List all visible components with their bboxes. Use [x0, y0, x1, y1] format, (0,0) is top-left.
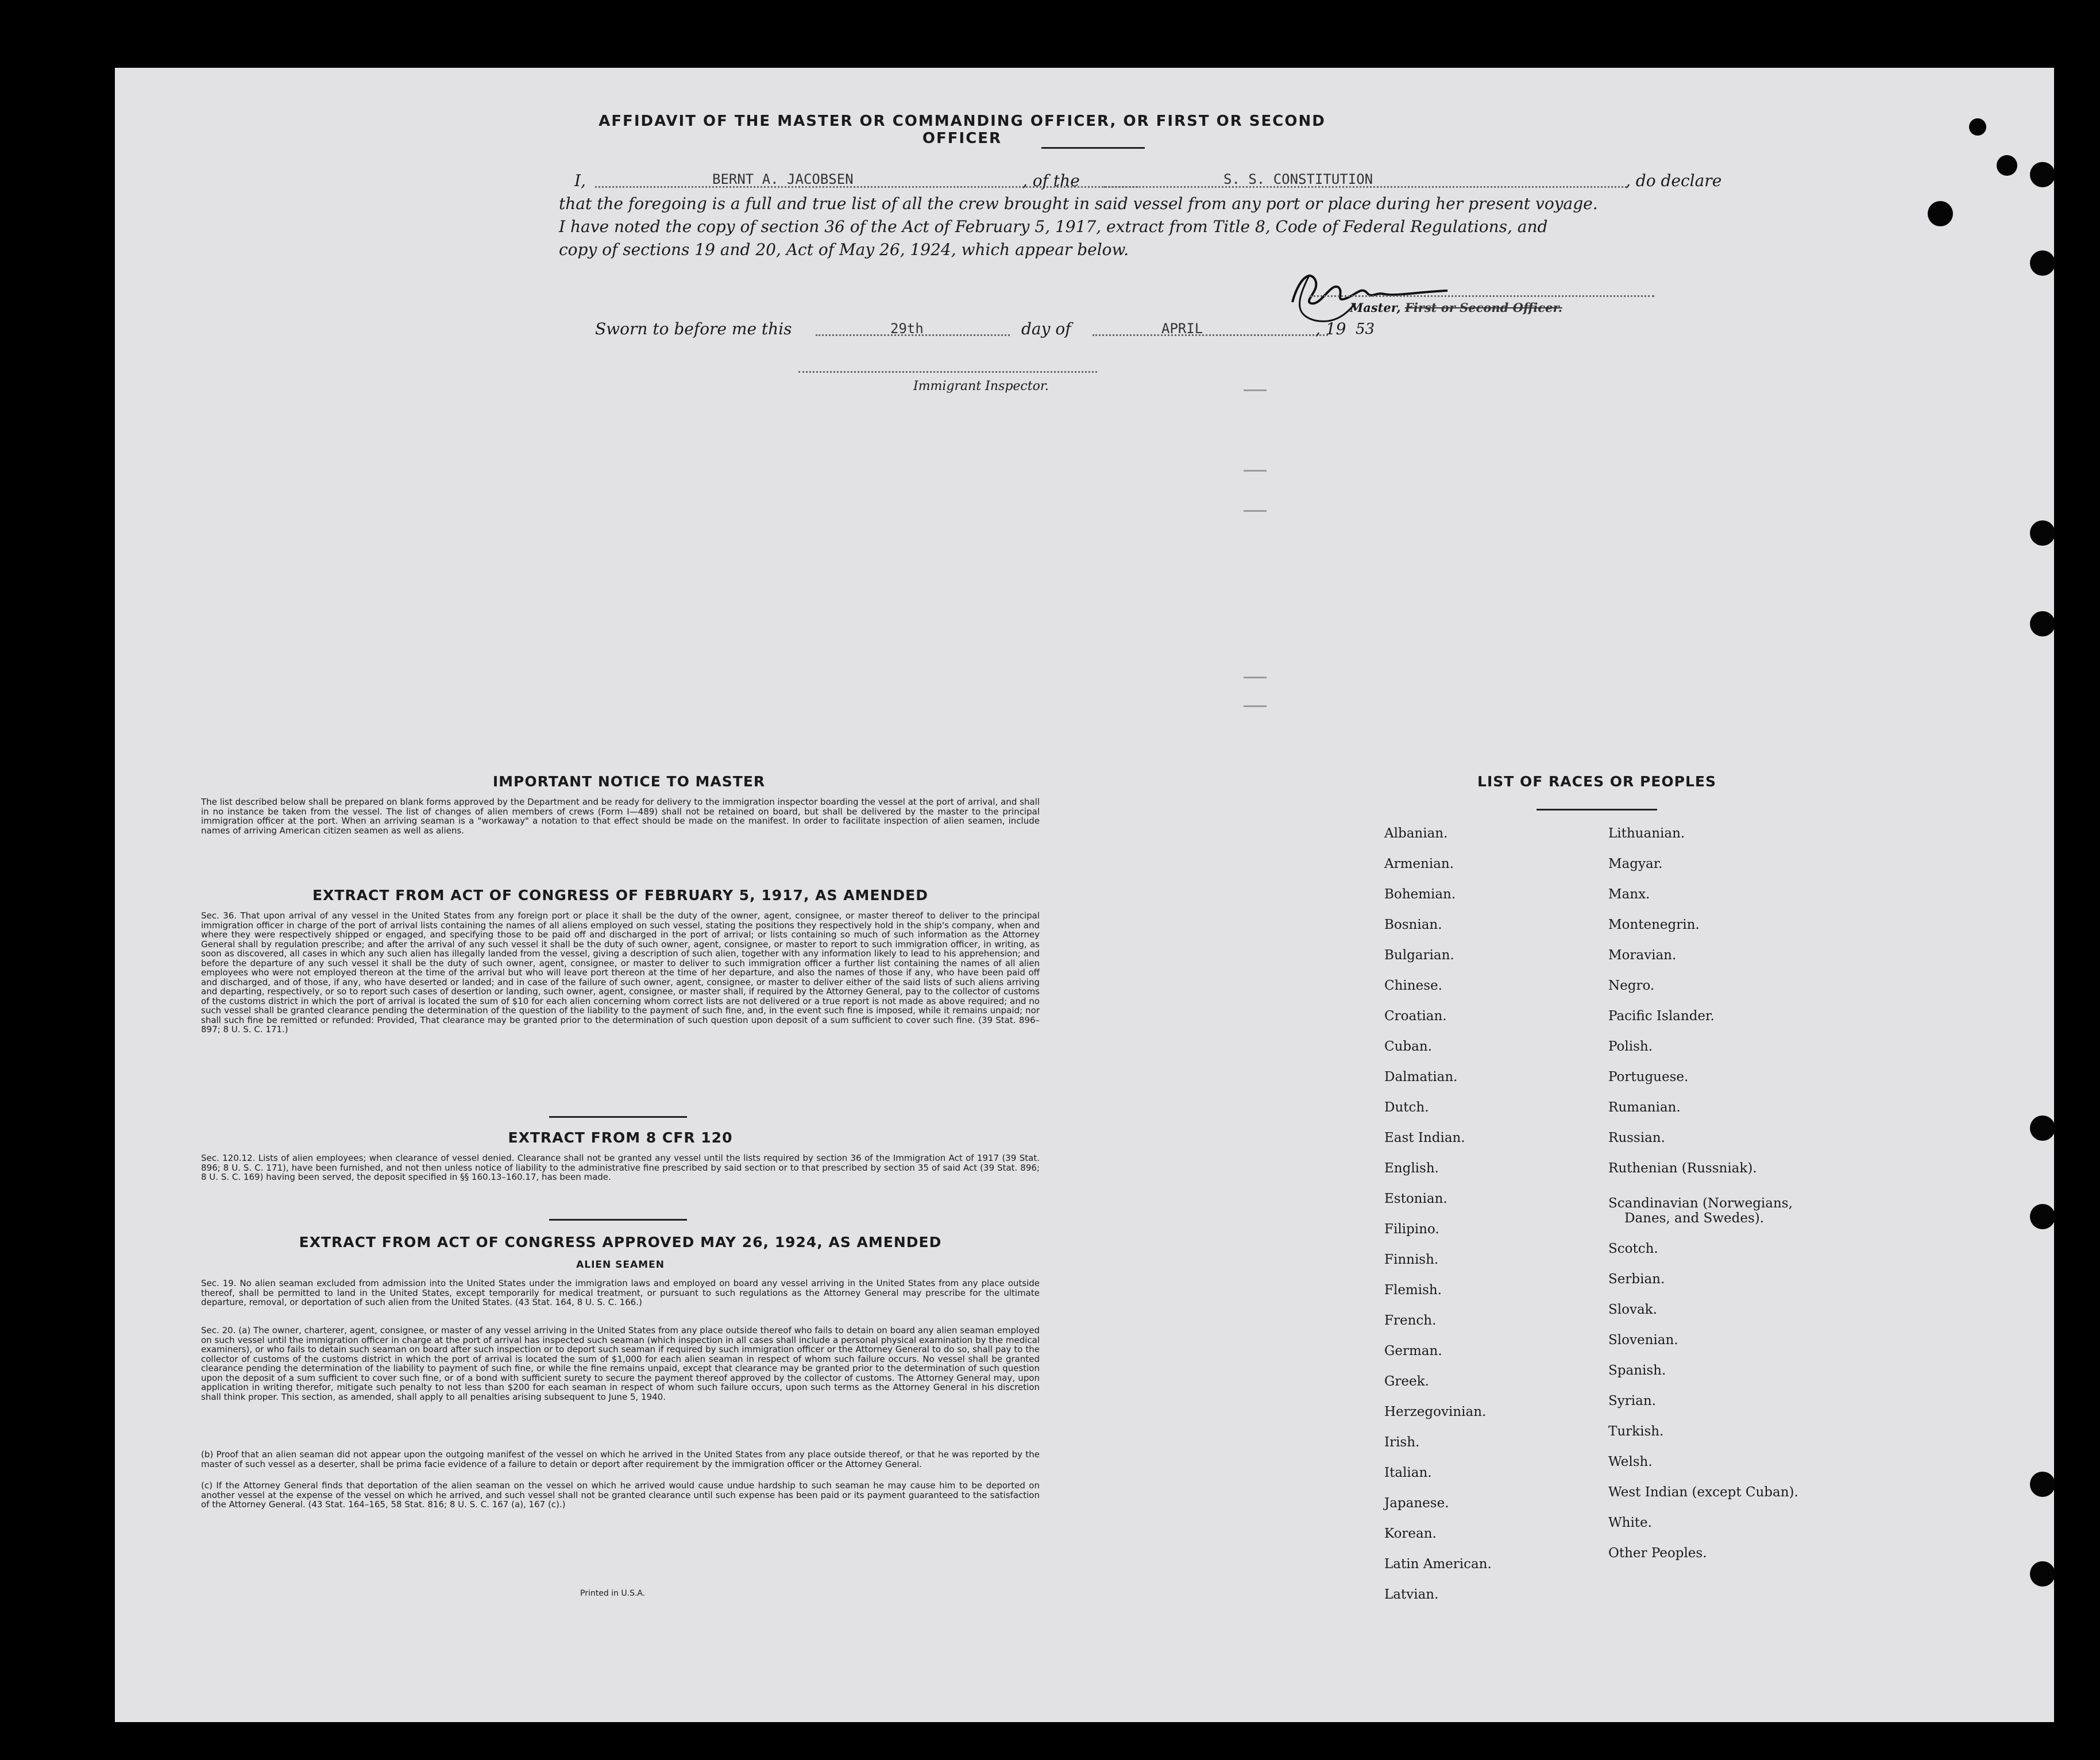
race-list-item: Scandinavian (Norwegians,: [1608, 1196, 1793, 1211]
race-list-item: East Indian.: [1384, 1130, 1465, 1145]
race-list-item: White.: [1608, 1515, 1652, 1530]
race-list-item: Italian.: [1384, 1465, 1432, 1480]
race-list-item: English.: [1384, 1161, 1439, 1176]
punch-hole: [2030, 162, 2055, 187]
race-list-item: Manx.: [1608, 887, 1650, 902]
race-list-item: Negro.: [1608, 978, 1655, 993]
race-list-item: Syrian.: [1608, 1394, 1656, 1408]
punch-hole: [1969, 118, 1986, 136]
master-name-field: BERNT A. JACOBSEN: [712, 171, 854, 187]
master-signature: [1275, 257, 1465, 326]
races-column-1: [1384, 826, 1591, 1618]
sworn-month-field: APRIL: [1161, 321, 1203, 337]
races-column-2: [1608, 826, 1907, 1576]
race-list-item: Estonian.: [1384, 1191, 1447, 1206]
race-list-item: Bohemian.: [1384, 887, 1456, 902]
affidavit-line-4: copy of sections 19 and 20, Act of May 26, 1924, which appear below.: [559, 240, 1129, 259]
affidavit-line-3: I have noted the copy of section 36 of the Act of February 5, 1917, extract from Title 8, Code of Federal Regulations, and: [559, 217, 1548, 236]
sworn-month-line: [1093, 334, 1328, 336]
race-list-item: German.: [1384, 1344, 1442, 1358]
caption-master: Master,: [1350, 300, 1401, 315]
race-list-item: Polish.: [1608, 1039, 1653, 1054]
extract-1924-sec19: Sec. 19. No alien seaman excluded from admission into the United States under the immigration laws and employed on board any vessel arriving in the United States from any place outside thereof, shall be permitted to land in the United States, except temporarily for medical treatment, or pursuant to such regulations as the Attorney General may prescribe for the ultimate departure, removal, or deportation of such alien from the United States. (43 Stat. 164, 8 U. S. C. 166.): [201, 1278, 1040, 1307]
punch-hole: [2030, 1472, 2055, 1497]
punch-hole: [2030, 1204, 2055, 1229]
race-list-item: Chinese.: [1384, 978, 1442, 993]
races-title: LIST OF RACES OR PEOPLES: [1477, 773, 1716, 790]
signature-caption: [1350, 300, 1562, 315]
race-list-item: Scotch.: [1608, 1241, 1658, 1256]
race-list-item: Pacific Islander.: [1608, 1009, 1715, 1024]
notice-title: IMPORTANT NOTICE TO MASTER: [492, 773, 766, 790]
race-list-item: Slovak.: [1608, 1302, 1657, 1317]
extract-1924-subtitle: ALIEN SEAMEN: [576, 1259, 665, 1271]
race-list-item: Magyar.: [1608, 856, 1663, 871]
race-list-item: Ruthenian (Russniak).: [1608, 1161, 1757, 1176]
punch-hole: [1928, 201, 1953, 226]
punch-hole: [2030, 1561, 2055, 1587]
race-list-item: Flemish.: [1384, 1283, 1442, 1298]
notice-text: The list described below shall be prepared on blank forms approved by the Department and be ready for delivery to the immigration inspector boarding the vessel at the port of arrival, and shall in no instance be taken from the vessel. The list of changes of alien members of crews (Form I—489) shall not be retained on board, but shall be delivered by the master to the principal immigration officer at the port. When an arriving seaman is a "workaway" a notation to that effect should be made on the manifest. In order to facilitate inspection of alien seamen, include names of arriving American citizen seamen as well as aliens.: [201, 797, 1040, 836]
race-list-item: Finnish.: [1384, 1252, 1439, 1267]
scan-mark: [1244, 389, 1267, 391]
i-label: I,: [574, 171, 586, 190]
races-title-rule: [1537, 809, 1657, 810]
inspector-signature-line: [798, 371, 1097, 373]
affidavit-line-2: that the foregoing is a full and true list of all the crew brought in said vessel from any port or place during her present voyage.: [559, 194, 1598, 213]
race-list-item: Dutch.: [1384, 1100, 1429, 1115]
extract-1924-title: EXTRACT FROM ACT OF CONGRESS APPROVED MAY 26, 1924, AS AMENDED: [299, 1234, 942, 1250]
signature-line: [1310, 295, 1654, 297]
extract-cfr-text: Sec. 120.12. Lists of alien employees; when clearance of vessel denied. Clearance shall not be granted any vessel until the lists required by section 36 of the Immigration Act of 1917 (39 Stat. 896; 8 U. S. C. 171), have been furnished, and not then unless notice of liability to the administrative fine prescribed by said section or to that prescribed by section 35 of said Act (39 Stat. 896; 8 U. S. C. 169) having been served, the deposit specified in §§ 160.13–160.17, has been made.: [201, 1153, 1040, 1182]
race-list-item: Filipino.: [1384, 1222, 1439, 1237]
affidavit-title: AFFIDAVIT OF THE MASTER OR COMMANDING OFFICER, OR FIRST OR SECOND OFFICER: [599, 113, 1326, 147]
race-list-item: Dalmatian.: [1384, 1070, 1458, 1084]
title-rule: [1041, 147, 1145, 149]
year-suffix: 53: [1356, 321, 1375, 338]
scan-mark: [1244, 705, 1267, 707]
punch-hole: [2030, 520, 2055, 546]
race-list-item: Croatian.: [1384, 1009, 1447, 1024]
race-list-item: Albanian.: [1384, 826, 1448, 841]
race-list-item: Bosnian.: [1384, 917, 1442, 932]
race-list-item: Herzegovinian.: [1384, 1404, 1487, 1419]
race-list-item: Greek.: [1384, 1374, 1429, 1389]
race-list-item: French.: [1384, 1313, 1437, 1328]
punch-hole: [2030, 611, 2055, 636]
race-list-item: Montenegrin.: [1608, 917, 1700, 932]
race-list-item: Spanish.: [1608, 1363, 1666, 1378]
extract-cfr-title: EXTRACT FROM 8 CFR 120: [508, 1129, 733, 1146]
race-list-item: Armenian.: [1384, 856, 1454, 871]
punch-hole: [2030, 1116, 2055, 1141]
sworn-day-field: 29th: [890, 321, 924, 337]
race-list-item: Turkish.: [1608, 1424, 1664, 1439]
race-list-item: Slovenian.: [1608, 1333, 1678, 1348]
document-page: [115, 68, 2054, 1722]
year-prefix: , 19: [1315, 319, 1346, 338]
sworn-label: Sworn to before me this: [595, 319, 792, 338]
race-list-item: Irish.: [1384, 1435, 1420, 1450]
punch-hole: [1997, 155, 2017, 176]
race-list-item: Danes, and Swedes).: [1624, 1211, 1765, 1226]
race-list-item: Bulgarian.: [1384, 948, 1454, 963]
race-list-item: West Indian (except Cuban).: [1608, 1485, 1798, 1500]
caption-struck-officer: First or Second Officer.: [1404, 300, 1562, 315]
day-of-label: day of: [1021, 319, 1071, 338]
extract-1924-sec20b: (b) Proof that an alien seaman did not appear upon the outgoing manifest of the vessel on which he arrived in the United States from any place outside thereof, or that he was reported by the master of such vessel as a deserter, shall be prima facie evidence of a failure to detain or deport after requirement by the immigration officer or the Attorney General.: [201, 1449, 1040, 1469]
race-list-item: Latin American.: [1384, 1557, 1492, 1572]
scan-mark: [1244, 677, 1267, 678]
race-list-item: Lithuanian.: [1608, 826, 1685, 841]
race-list-item: Cuban.: [1384, 1039, 1432, 1054]
extract-1917-title: EXTRACT FROM ACT OF CONGRESS OF FEBRUARY 5, 1917, AS AMENDED: [312, 887, 929, 904]
printed-in-usa: Printed in U.S.A.: [580, 1589, 646, 1598]
extract-1924-sec20c: (c) If the Attorney General finds that deportation of the alien seaman on the vessel on which he arrived would cause undue hardship to such seaman he may cause him to be deported on another vessel at the expense of the vessel on which he arrived, and such vessel shall not be granted clearance until such expense has been paid or its payment guaranteed to the satisfaction of the Attorney General. (43 Stat. 164–165, 58 Stat. 816; 8 U. S. C. 167 (a), 167 (c).): [201, 1480, 1040, 1510]
of-the-label: , of the: [1022, 171, 1080, 190]
section-rule: [549, 1116, 687, 1118]
race-list-item: Welsh.: [1608, 1454, 1653, 1469]
race-list-item: Japanese.: [1384, 1496, 1449, 1511]
race-list-item: Moravian.: [1608, 948, 1677, 963]
race-list-item: Serbian.: [1608, 1272, 1665, 1287]
race-list-item: Rumanian.: [1608, 1100, 1681, 1115]
do-declare-label: , do declare: [1626, 171, 1722, 190]
race-list-item: Latvian.: [1384, 1587, 1439, 1602]
extract-1924-sec20a: Sec. 20. (a) The owner, charterer, agent, consignee, or master of any vessel arriving in the United States from any place outside thereof who fails to detain on board any alien seaman employed on such vessel until the immigration officer in charge at the port of arrival has inspected such seaman (which inspection in all cases shall include a personal physical examination by the medical examiners), or who fails to detain such seaman on board after such inspection or to deport such seaman if required by such immigration officer or the Attorney General to do so, shall pay to the collector of customs of the customs district in which the port of arrival is located the sum of $1,000 for each alien seaman in respect of whom such failure occurs. No vessel shall be granted clearance pending the determination of the liability to payment of such fine, or while the fine remains unpaid, except that clearance may be granted prior to the determination of such question upon the deposit of a sum sufficient to cover such fine, or of a bond with sufficient surety to secure the payment thereof approved by the collector of customs. The Attorney General may, upon application in writing therefor, mitigate such penalty to not less than $200 for each seaman in respect of whom such failure occurs, upon such terms as the Attorney General in his discretion shall think proper. This section, as amended, shall apply to all penalties arising subsequent to June 5, 1940.: [201, 1325, 1040, 1402]
race-list-item: Other Peoples.: [1608, 1546, 1707, 1561]
scan-mark: [1244, 510, 1267, 512]
vessel-name-field: S. S. CONSTITUTION: [1223, 171, 1373, 187]
inspector-caption: Immigrant Inspector.: [913, 379, 1049, 393]
section-rule: [549, 1219, 687, 1221]
punch-hole: [2030, 250, 2055, 276]
race-list-item: Korean.: [1384, 1526, 1437, 1541]
extract-1917-text: Sec. 36. That upon arrival of any vessel in the United States from any foreign port or place it shall be the duty of the owner, agent, consignee, or master thereof to deliver to the principal immigration officer in charge of the port of arrival lists containing the names of all aliens employed on such vessel, stating the positions they respectively hold in the ship's company, when and where they were respectively shipped or engaged, and specifying those to be paid off and discharged in the port of arrival; or lists containing so much of such information as the Attorney General shall by regulation prescribe; and after the arrival of any such vessel it shall be the duty of such owner, agent, consignee, or master to report to such immigration officer, in writing, as soon as discovered, all cases in which any such alien has illegally landed from the vessel, giving a description of such alien, together with any information likely to lead to his apprehension; and before the departure of any such vessel it shall be the duty of such owner, agent, consignee, or master to deliver to such immigration officer a further list containing the names of all alien employees who were not employed thereon at the time of the arrival but who will leave port thereon at the time of her departure, and also the names of those if any, who have been paid off and discharged, and of those, if any, who have deserted or landed; and in case of the failure of such owner, agent, consignee, or master to deliver either of the said lists of such aliens arriving and departing, respectively, or so to report such cases of desertion or landing, such owner, agent, consignee, or master shall, if required by the Attorney General, pay to the collector of customs of the customs district in which the port of arrival is located the sum of $10 for each alien concerning whom correct lists are not delivered or a true report is not made as above required; and no such vessel shall be granted clearance pending the determination of the question of the liability to the payment of such fine, and, in the event such fine is imposed, while it remains unpaid; nor shall such fine be remitted or refunded: Provided, That clearance may be granted prior to the determination of such question upon deposit of a sum sufficient to cover such fine. (39 Stat. 896–897; 8 U. S. C. 171.): [201, 910, 1040, 1035]
race-list-item: Portuguese.: [1608, 1070, 1689, 1084]
scan-mark: [1244, 470, 1267, 472]
race-list-item: Russian.: [1608, 1130, 1665, 1145]
